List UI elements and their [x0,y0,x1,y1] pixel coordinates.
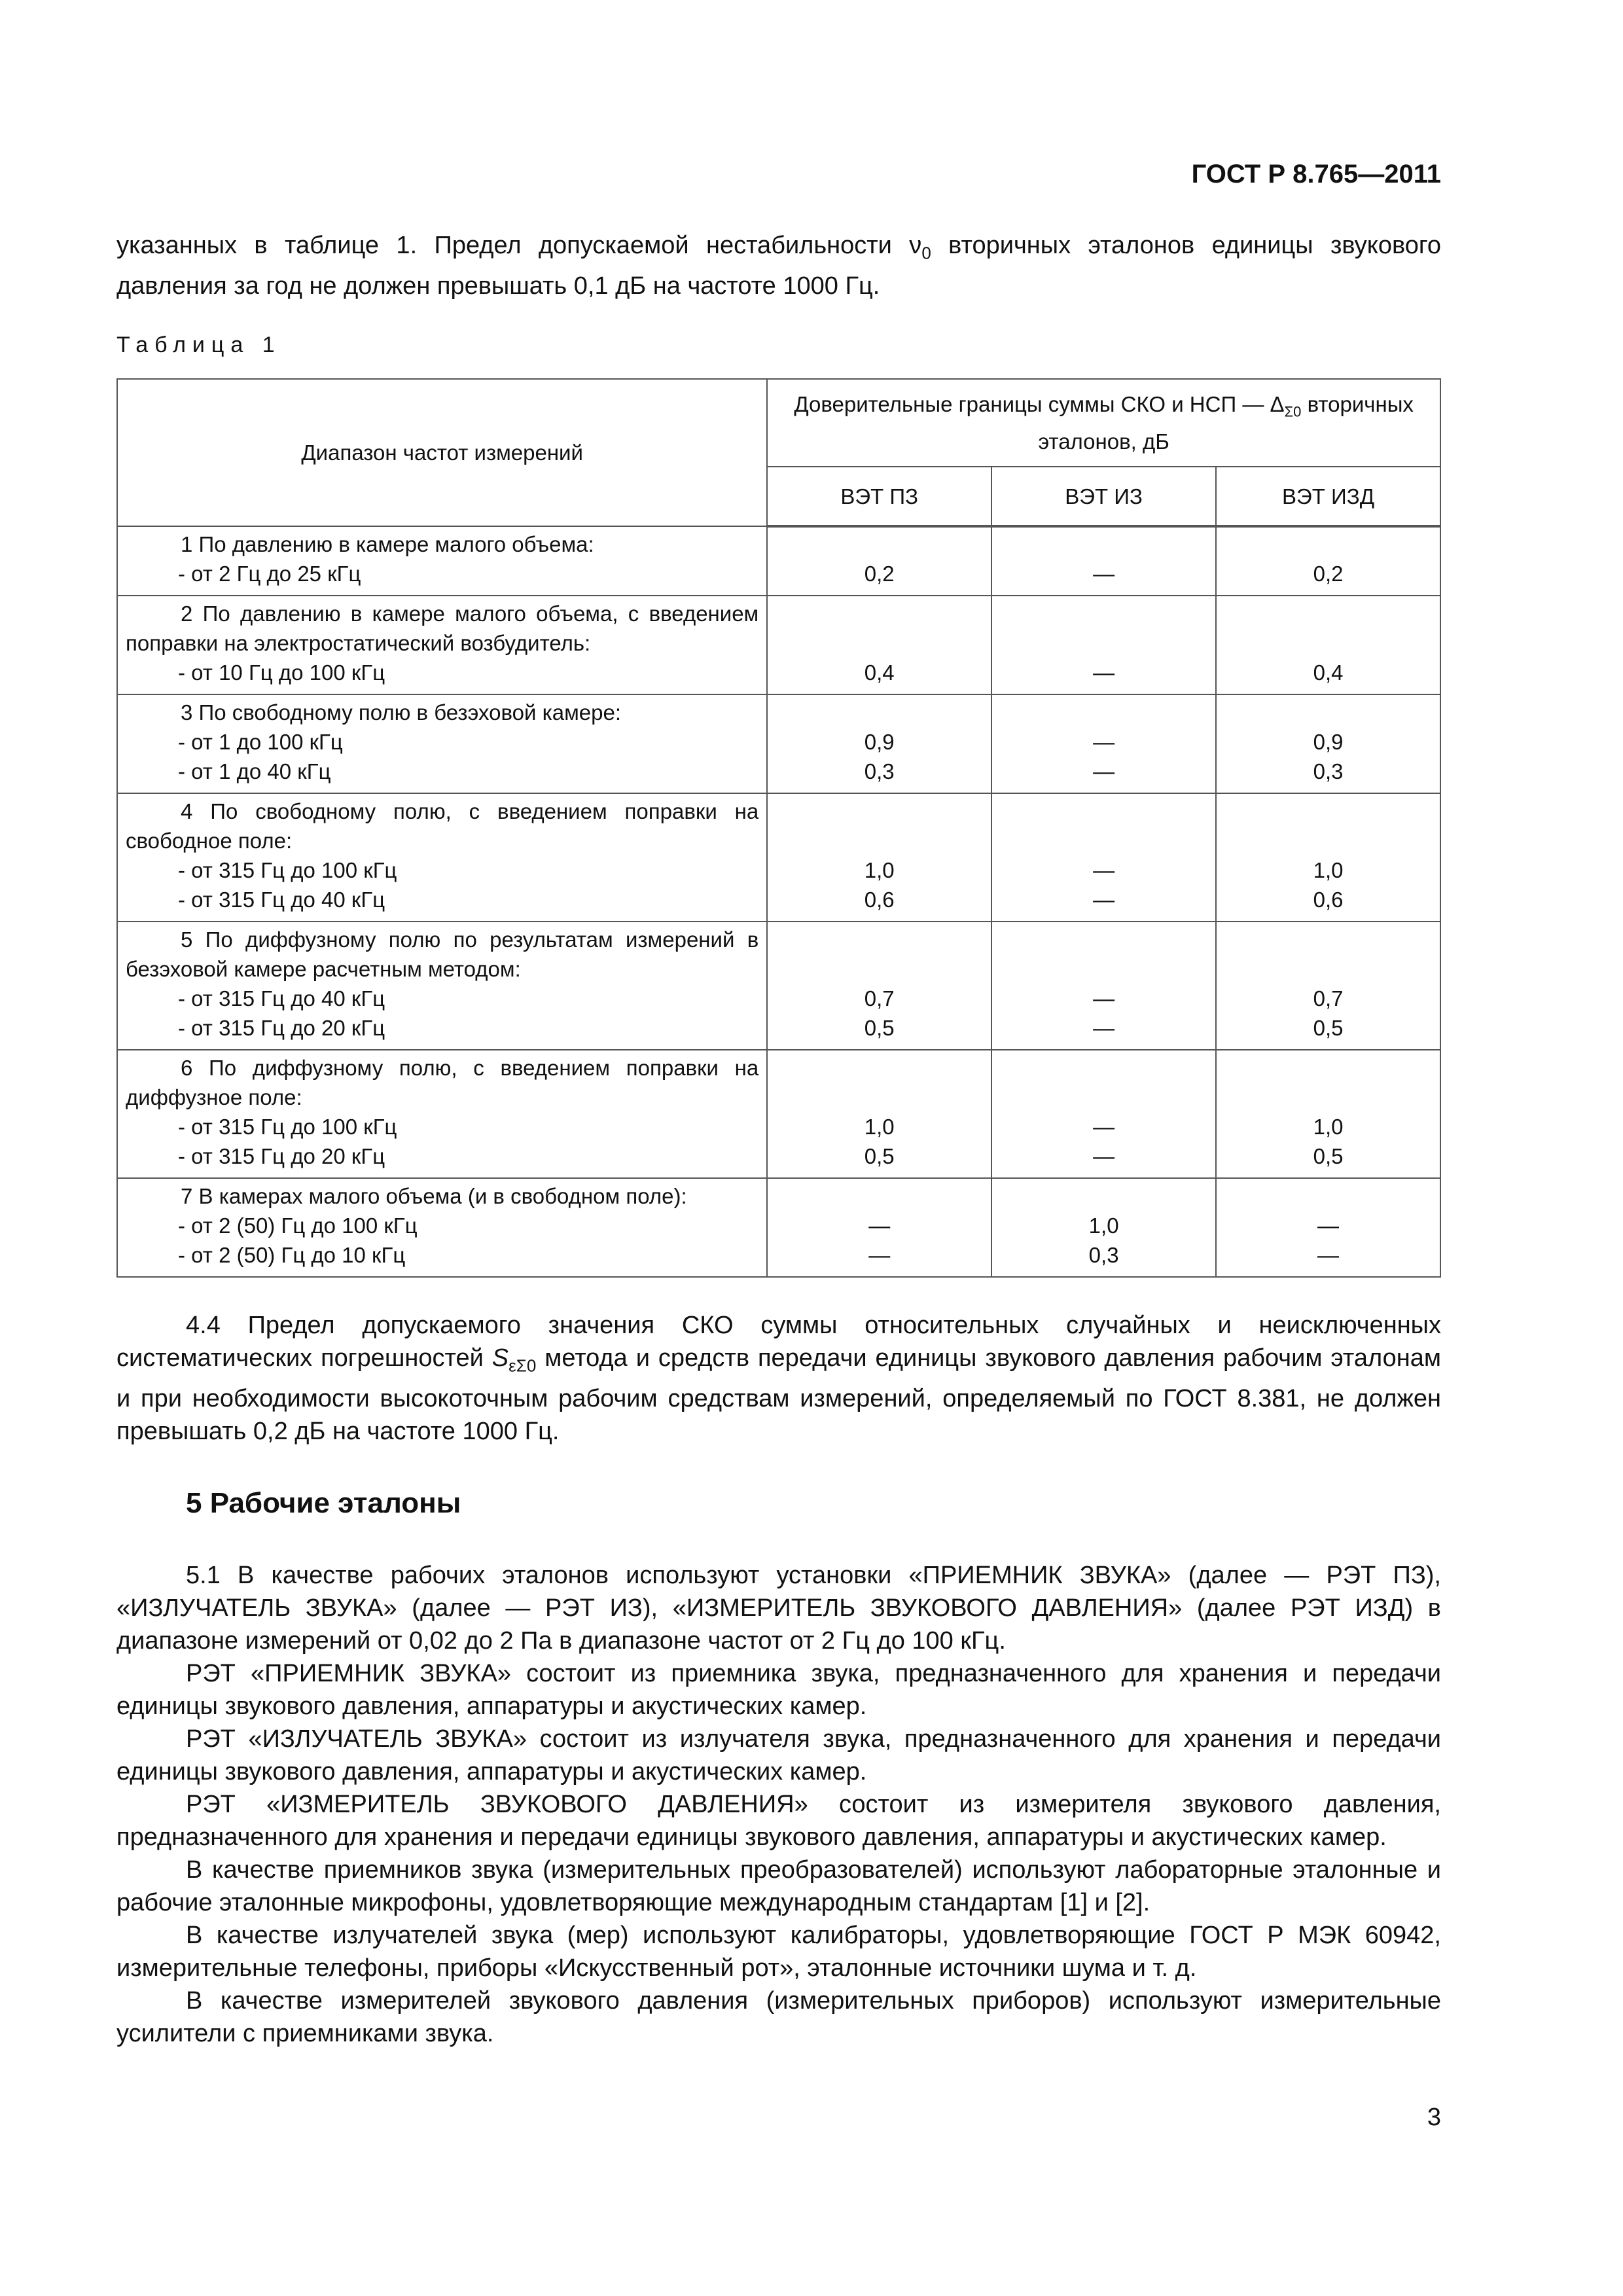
table-label: Таблица 1 [116,332,281,357]
sub-range: - от 315 Гц до 20 кГц [126,1013,758,1043]
value-cell [991,1178,1216,1277]
value-cell [767,1050,991,1178]
value: 1,0 [864,1115,895,1139]
value: — [1093,858,1115,882]
table-row [117,1050,1440,1178]
section-5-body [116,1559,1441,2050]
value: 0,3 [1313,759,1344,783]
range-cell [117,694,767,793]
group-text-after: вторичных эталонов, дБ [1038,392,1414,454]
sub-range: - от 315 Гц до 20 кГц [126,1141,758,1171]
section-5-paragraph: РЭТ «ИЗЛУЧАТЕЛЬ ЗВУКА» состоит из излучателя звука, предназначенного для хранения и передачи единицы звукового давления, аппаратуры и акустических камер. [116,1725,1441,1785]
sub-range: - от 1 до 100 кГц [126,727,758,757]
sub-range: - от 315 Гц до 100 кГц [126,855,758,885]
value-cell [1216,1050,1440,1178]
value: — [1093,660,1115,685]
value-cell [1216,596,1440,694]
value-cell [767,596,991,694]
row-title: 6 По диффузному полю, с введением поправки на диффузное поле: [126,1056,759,1109]
value: 0,7 [1313,986,1344,1011]
value-cell [991,1050,1216,1178]
row-title: 3 По свободному полю в безэховой камере: [181,700,622,725]
value: 0,2 [864,562,895,586]
value: — [1093,986,1115,1011]
sub-range: - от 2 (50) Гц до 100 кГц [126,1211,758,1240]
range-cell [117,793,767,922]
section-5-paragraph: РЭТ «ИЗМЕРИТЕЛЬ ЗВУКОВОГО ДАВЛЕНИЯ» состоит из измерителя звукового давления, предназначенного для хранения и передачи единицы звукового давления, аппаратуры и акустических камер. [116,1791,1441,1851]
range-cell [117,596,767,694]
sub-range: - от 315 Гц до 40 кГц [126,984,758,1013]
table-row [117,596,1440,694]
value: 0,4 [1313,660,1344,685]
value: — [1317,1243,1340,1267]
value: 0,6 [864,888,895,912]
value-cell [767,694,991,793]
range-cell [117,526,767,596]
paragraph-4-4 [116,1309,1441,1448]
value: — [1093,759,1115,783]
value: 1,0 [864,858,895,882]
value-cell [1216,526,1440,596]
value: 0,9 [864,730,895,754]
value: 1,0 [1313,858,1344,882]
section-5-paragraph: В качестве излучателей звука (мер) используют калибраторы, удовлетворяющие ГОСТ Р МЭК 60942, измерительные телефоны, приборы «Искусственный рот», эталонные источники шума и т. д. [116,1922,1441,1982]
section-5-paragraph: В качестве измерителей звукового давления (измерительных приборов) используют измерительные усилители с приемниками звука. [116,1987,1441,2047]
value-cell [767,793,991,922]
document-id: ГОСТ Р 8.765—2011 [1191,160,1441,188]
value: — [868,1243,891,1267]
value: — [1093,888,1115,912]
sub-range: - от 315 Гц до 40 кГц [126,885,758,914]
sub-range: - от 2 (50) Гц до 10 кГц [126,1240,758,1270]
document-page [116,0,1441,2296]
range-cell [117,922,767,1050]
sub-range: - от 1 до 40 кГц [126,757,758,786]
value-cell [1216,1178,1440,1277]
value-cell [991,694,1216,793]
intro-subscript: 0 [921,243,931,263]
value: 0,5 [1313,1016,1344,1040]
range-cell [117,1050,767,1178]
value: 1,0 [1313,1115,1344,1139]
value-cell [991,596,1216,694]
row-title: 2 По давлению в камере малого объема, с введением поправки на электростатический возбудитель: [126,601,759,655]
group-text-before: Доверительные границы суммы СКО и НСП — Δ [794,392,1285,417]
value-cell [991,922,1216,1050]
row-title: 7 В камерах малого объема (и в свободном поле): [181,1184,687,1208]
value: 0,2 [1313,562,1344,586]
p44-text-before: 4.4 Предел допускаемого значения СКО суммы относительных случайных и неисключенных систематических погрешностей [116,1312,1441,1372]
section-5-paragraph: В качестве приемников звука (измерительных преобразователей) используют лабораторные эталонные и рабочие эталонные микрофоны, удовлетворяющие международным стандартам [1] и [2]. [116,1856,1441,1916]
value-cell [991,793,1216,922]
table-body [117,526,1440,1277]
value-cell [767,526,991,596]
value: — [1093,730,1115,754]
section-5-title: 5 Рабочие эталоны [186,1487,461,1519]
sub-range: - от 315 Гц до 100 кГц [126,1112,758,1141]
value: — [1093,562,1115,586]
value: 0,4 [864,660,895,685]
column-header-group [767,379,1440,467]
table-row [117,694,1440,793]
p44-text-after: метода и средств передачи единицы звукового давления рабочим эталонам и при необходимости высокоточным рабочим средствам измерений, определяемый по ГОСТ 8.381, не должен превышать 0,2 дБ на частоте 1000 Гц. [116,1344,1441,1445]
value: 0,3 [1088,1243,1119,1267]
intro-paragraph [116,229,1441,302]
column-header-range: Диапазон частот измерений [117,379,767,526]
range-cell [117,1178,767,1277]
table-row [117,1178,1440,1277]
value-cell [767,1178,991,1277]
value: — [1093,1144,1115,1168]
subcolumn-header: ВЭТ ИЗ [991,467,1216,526]
section-5-paragraph: РЭТ «ПРИЕМНИК ЗВУКА» состоит из приемника звука, предназначенного для хранения и передачи единицы звукового давления, аппаратуры и акустических камер. [116,1660,1441,1720]
value-cell [991,526,1216,596]
table-1 [116,378,1441,1278]
value-cell [767,922,991,1050]
value: — [1317,1213,1340,1238]
table-row [117,526,1440,596]
value-cell [1216,793,1440,922]
symbol-s: S [491,1344,509,1372]
value: — [1093,1016,1115,1040]
row-title: 1 По давлению в камере малого объема: [181,532,594,556]
value: 0,3 [864,759,895,783]
group-subscript: Σ0 [1284,403,1302,420]
table-row [117,922,1440,1050]
intro-text-before: указанных в таблице 1. Предел допускаемой нестабильности ν [116,232,922,259]
section-5-paragraph: 5.1 В качестве рабочих эталонов используют установки «ПРИЕМНИК ЗВУКА» (далее — РЭТ ПЗ), «ИЗЛУЧАТЕЛЬ ЗВУКА» (далее — РЭТ ИЗ), «ИЗМЕРИТЕЛЬ ЗВУКОВОГО ДАВЛЕНИЯ» (далее РЭТ ИЗД) в диапазоне измерений от 0,02 до 2 Па в диапазоне частот от 2 Гц до 100 кГц. [116,1562,1441,1655]
value-cell [1216,694,1440,793]
table-row [117,793,1440,922]
sub-range: - от 10 Гц до 100 кГц [126,658,758,687]
value: 0,7 [864,986,895,1011]
value-cell [1216,922,1440,1050]
row-title: 4 По свободному полю, с введением поправки на свободное поле: [126,799,759,853]
value: 0,5 [864,1016,895,1040]
value: — [868,1213,891,1238]
value: 0,9 [1313,730,1344,754]
subcolumn-header: ВЭТ ПЗ [767,467,991,526]
value: 0,5 [1313,1144,1344,1168]
intro-text-after: вторичных эталонов единицы звукового давления за год не должен превышать 0,1 дБ на частоте 1000 Гц. [116,232,1442,300]
value: 0,6 [1313,888,1344,912]
subcolumn-header: ВЭТ ИЗД [1216,467,1440,526]
page-number: 3 [1427,2104,1441,2131]
value: — [1093,1115,1115,1139]
value: 0,5 [864,1144,895,1168]
sub-range: - от 2 Гц до 25 кГц [126,559,758,588]
row-title: 5 По диффузному полю по результатам измерений в безэховой камере расчетным методом: [126,927,759,981]
symbol-subscript: εΣ0 [508,1355,537,1376]
paragraph-text [116,1309,1441,1448]
value: 1,0 [1088,1213,1119,1238]
